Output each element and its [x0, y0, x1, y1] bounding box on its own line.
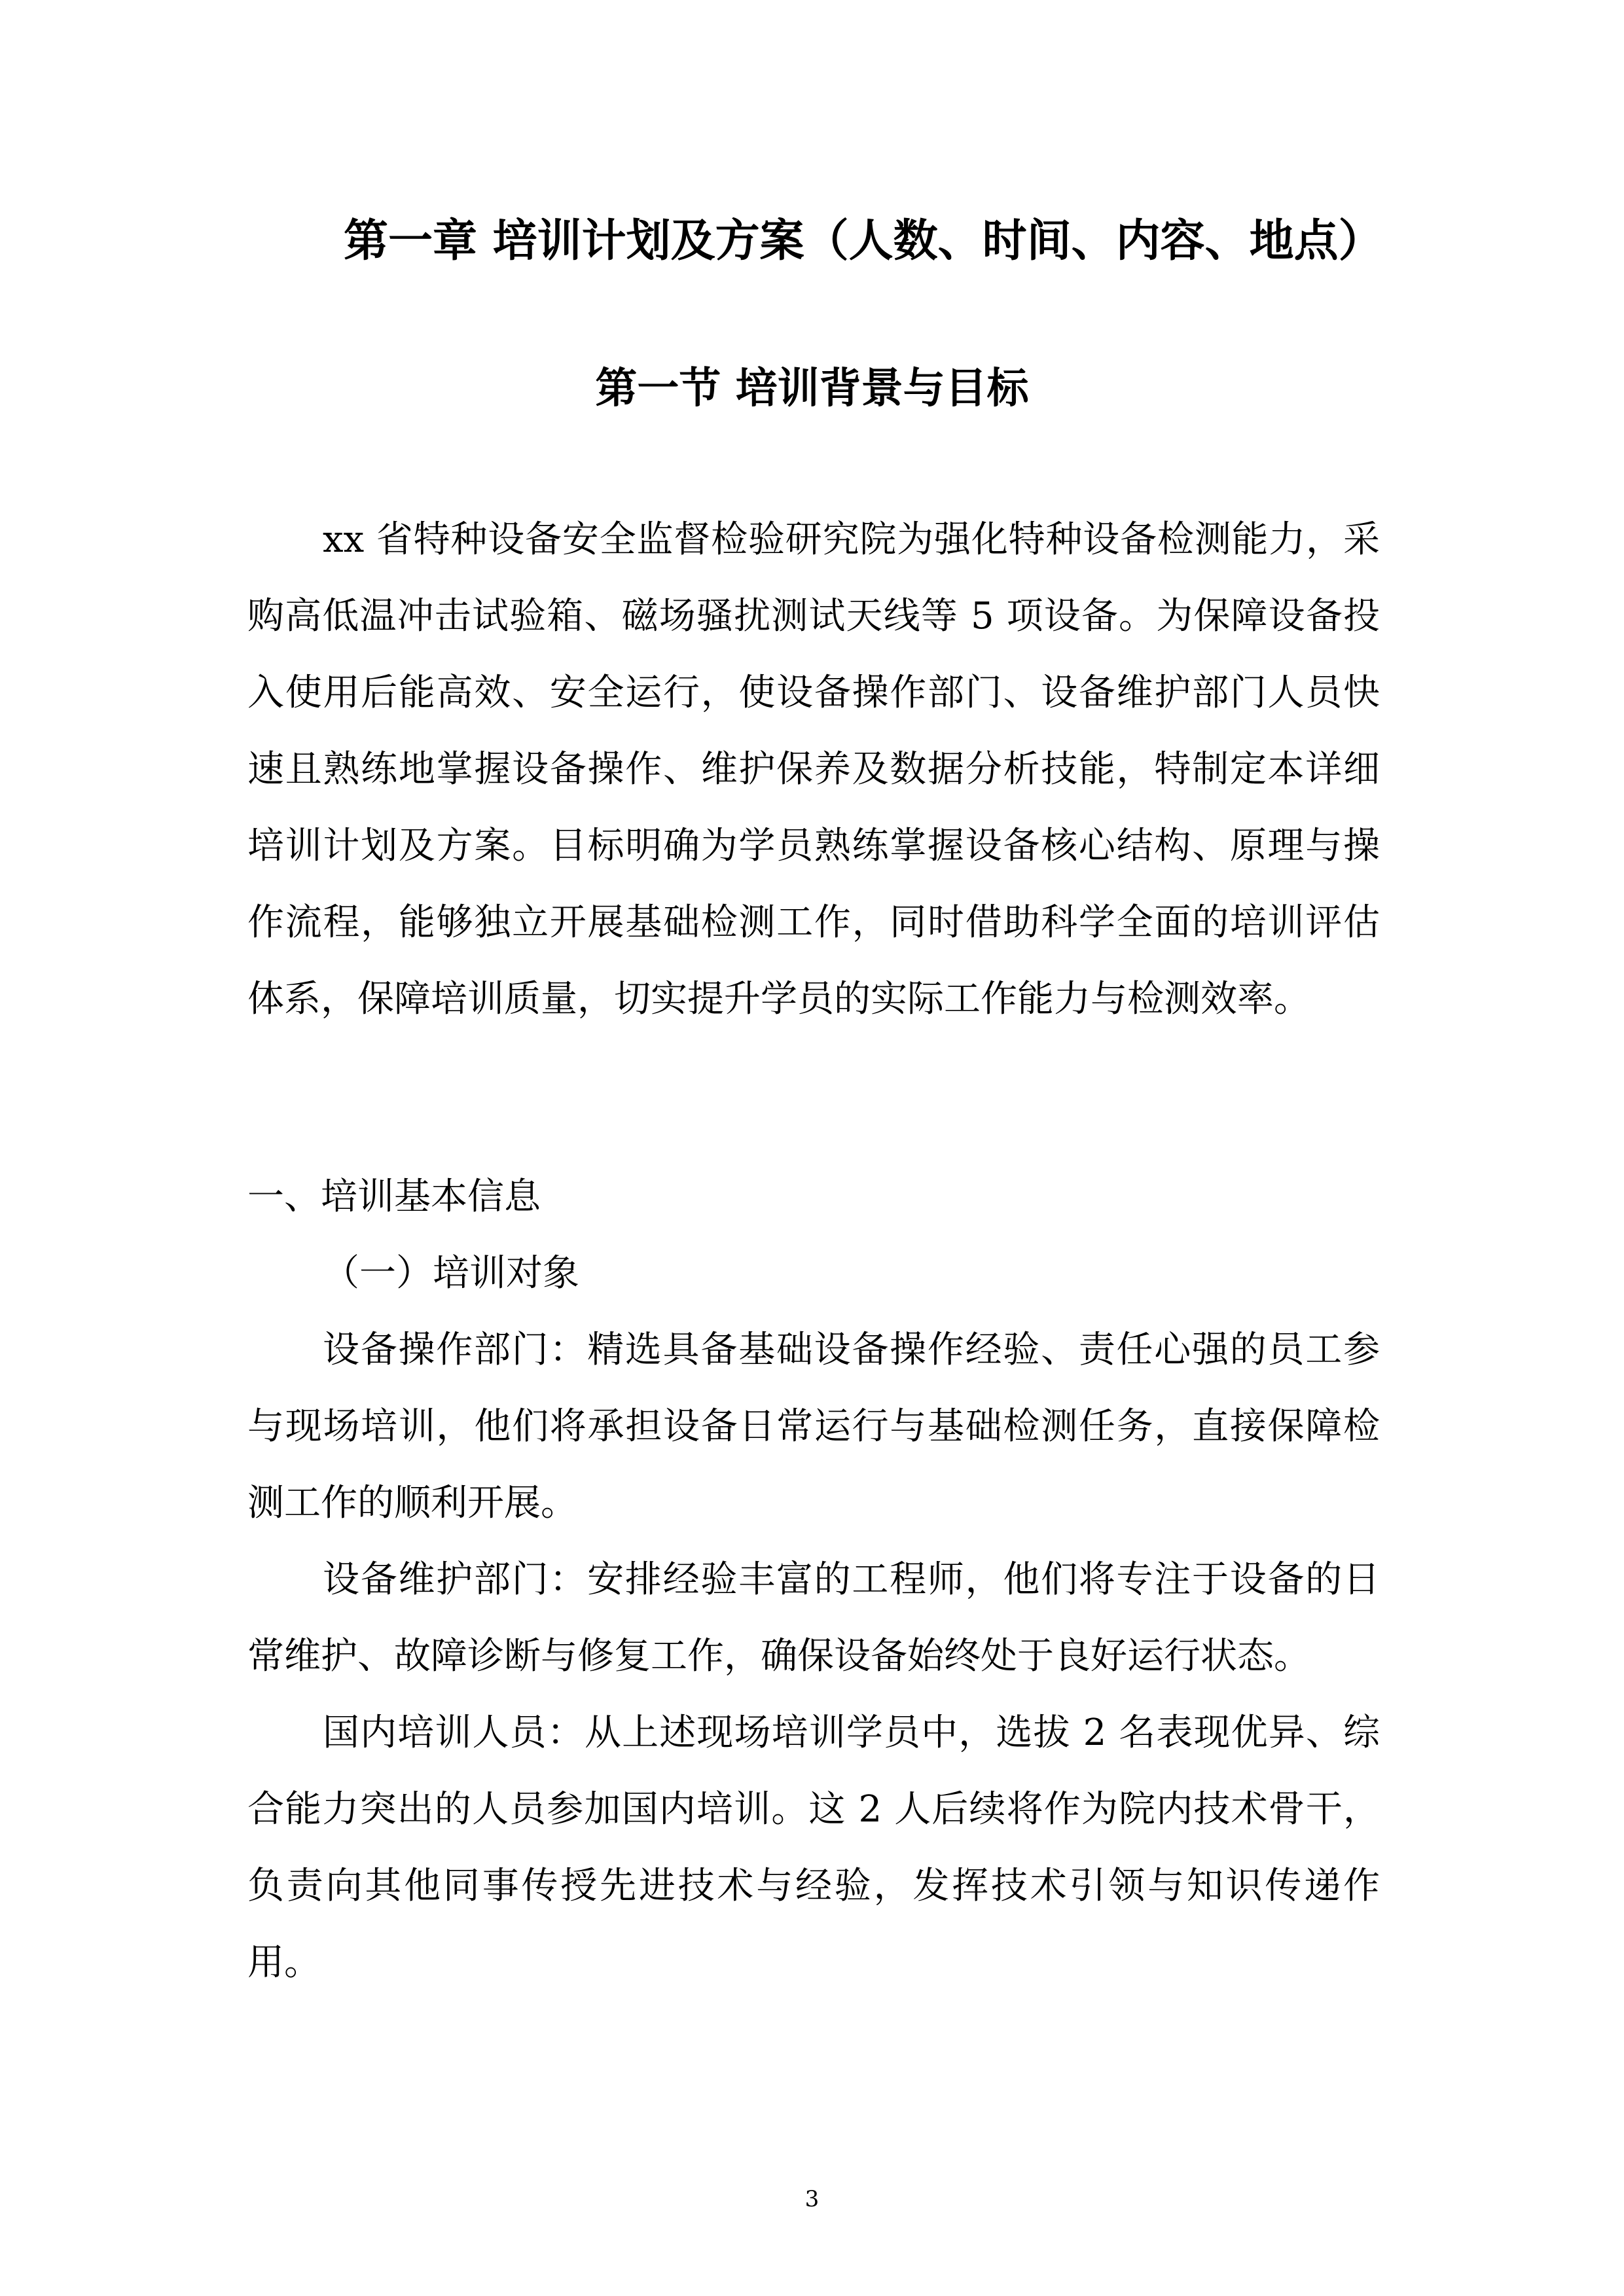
heading-basic-info: 一、培训基本信息	[247, 1175, 541, 1218]
chapter-title: 第一章 培训计划及方案（人数、时间、内容、地点）	[344, 215, 1383, 267]
paragraph-domestic-trainees: 国内培训人员：从上述现场培训学员中，选拔 2 名表现优异、综合能力突出的人员参加国内培训。这 2 人后续将作为院内技术骨干，负责向其他同事传授先进技术与经验，发挥技术引领与知识传递作用。	[247, 1712, 1380, 1984]
section-title: 第一节 培训背景与目标	[595, 364, 1029, 413]
paragraph-operation-dept: 设备操作部门：精选具备基础设备操作经验、责任心强的员工参与现场培训，他们将承担设备日常运行与基础检测任务，直接保障检测工作的顺利开展。	[247, 1329, 1380, 1524]
paragraph-maintenance-dept: 设备维护部门：安排经验丰富的工程师，他们将专注于设备的日常维护、故障诊断与修复工作，确保设备始终处于良好运行状态。	[247, 1558, 1380, 1677]
page-number: 3	[804, 2186, 820, 2212]
intro-paragraph: xx 省特种设备安全监督检验研究院为强化特种设备检测能力，采购高低温冲击试验箱、磁场骚扰测试天线等 5 项设备。为保障设备投入使用后能高效、安全运行，使设备操作部门、设备维护部门人员快速且熟练地掌握设备操作、维护保养及数据分析技能，特制定本详细培训计划及方案。目标明确为学员熟练掌握设备核心结构、原理与操作流程，能够独立开展基础检测工作，同时借助科学全面的培训评估体系，保障培训质量，切实提升学员的实际工作能力与检测效率。	[247, 518, 1380, 1020]
heading-training-targets: （一）培训对象	[323, 1252, 579, 1295]
